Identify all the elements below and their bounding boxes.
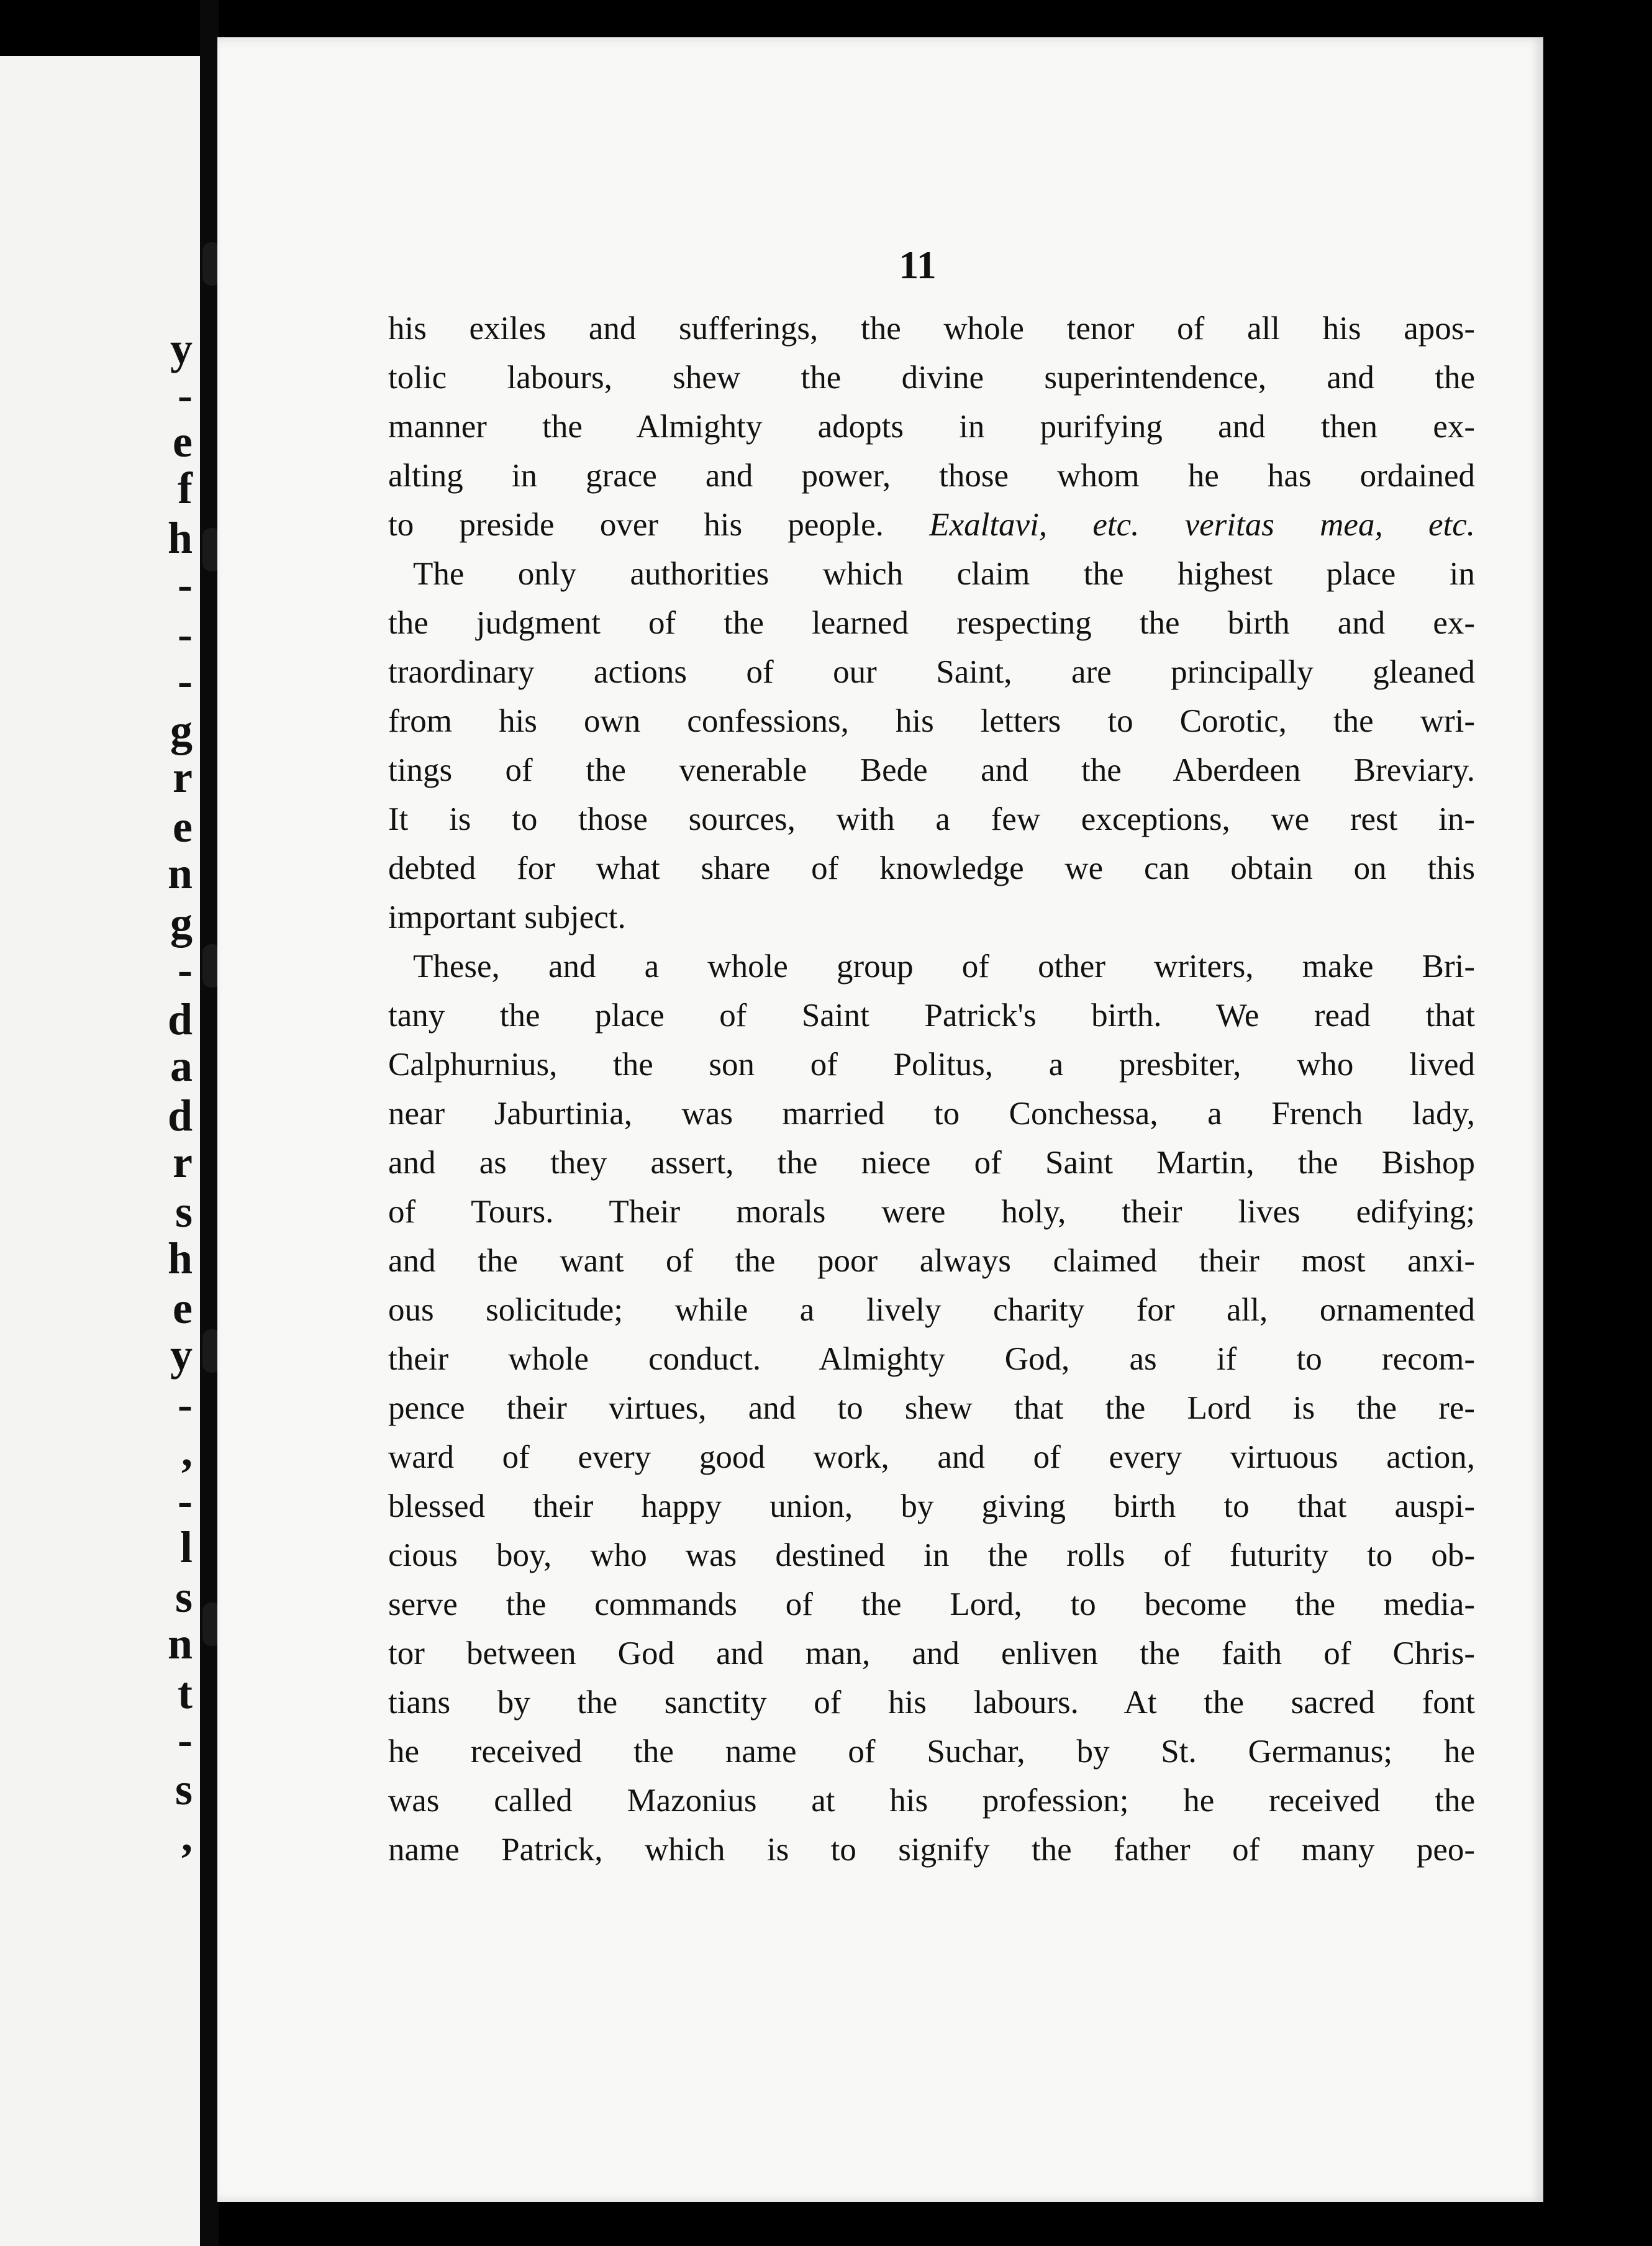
text-line: These, and a whole group of other writers, make Bri-: [413, 948, 1475, 984]
text-line: of Tours. Their morals were holy, their lives edifying;: [388, 1194, 1475, 1230]
margin-letter: s: [175, 1765, 193, 1814]
text-line: tany the place of Saint Patrick's birth. We read that: [388, 998, 1475, 1034]
margin-letter: r: [173, 752, 193, 802]
book-page: [217, 37, 1543, 2202]
page-body: [388, 304, 1475, 1875]
text-line: was called Mazonius at his profession; he received the: [388, 1783, 1475, 1819]
paragraph: [388, 304, 1475, 550]
text-line: alting in grace and power, those whom he has ordained: [388, 458, 1475, 494]
margin-letter: d: [167, 994, 193, 1044]
margin-letter: ,: [181, 1811, 193, 1861]
margin-letter: -: [178, 1476, 193, 1525]
facing-page: [0, 56, 200, 2246]
text-line: pence their virtues, and to shew that the Lord is the re-: [388, 1390, 1475, 1426]
margin-letter: h: [167, 513, 193, 563]
margin-letter: y: [170, 324, 193, 373]
text-line: name Patrick, which is to signify the father of many peo-: [388, 1832, 1475, 1868]
margin-letter: n: [167, 848, 193, 898]
text-line: It is to those sources, with a few exceptions, we rest in-: [388, 801, 1475, 837]
margin-letter: -: [178, 609, 193, 659]
text-line: [388, 501, 1475, 550]
book-gutter: [200, 0, 219, 2246]
text-line: serve the commands of the Lord, to become the media-: [388, 1586, 1475, 1622]
margin-letter: l: [179, 1522, 193, 1572]
text-line: ous solicitude; while a lively charity for all, ornamented: [388, 1292, 1475, 1328]
text-line: their whole conduct. Almighty God, as if to recom-: [388, 1341, 1475, 1377]
margin-letter: h: [167, 1234, 193, 1283]
text-line: tians by the sanctity of his labours. At the sacred font: [388, 1684, 1475, 1721]
margin-letter: ,: [181, 1426, 193, 1476]
margin-letter: y: [170, 1330, 193, 1380]
text-line: important subject.: [388, 899, 626, 935]
text-line: ward of every good work, and of every virtuous action,: [388, 1439, 1475, 1475]
text-line: tor between God and man, and enliven the faith of Chris-: [388, 1635, 1475, 1671]
margin-letter: d: [167, 1091, 193, 1140]
margin-letter: e: [173, 1283, 193, 1333]
text-run: to preside over his people.: [388, 507, 884, 543]
margin-letter: r: [173, 1137, 193, 1187]
text-line: tolic labours, shew the divine superintendence, and the: [388, 360, 1475, 396]
margin-letter: n: [167, 1619, 193, 1668]
margin-letter: t: [178, 1668, 193, 1718]
text-line: cious boy, who was destined in the rolls of futurity to ob-: [388, 1537, 1475, 1573]
paragraph: [388, 550, 1475, 942]
text-line: the judgment of the learned respecting the birth and ex-: [388, 605, 1475, 641]
text-line: manner the Almighty adopts in purifying and then ex-: [388, 409, 1475, 445]
text-line: The only authorities which claim the highest place in: [413, 556, 1475, 592]
text-line: tings of the venerable Bede and the Aberdeen Breviary.: [388, 752, 1475, 788]
margin-letter: g: [170, 898, 193, 948]
text-line: and the want of the poor always claimed their most anxi-: [388, 1243, 1475, 1279]
text-line: his exiles and sufferings, the whole tenor of all his apos-: [388, 311, 1475, 347]
margin-letter: -: [178, 656, 193, 706]
margin-letter: e: [173, 802, 193, 852]
text-line: blessed their happy union, by giving birth to that auspi-: [388, 1488, 1475, 1524]
text-line: traordinary actions of our Saint, are principally gleaned: [388, 654, 1475, 690]
text-line: from his own confessions, his letters to Corotic, the wri-: [388, 703, 1475, 739]
margin-letter: s: [175, 1572, 193, 1622]
margin-letter: s: [175, 1187, 193, 1237]
margin-letter: -: [178, 945, 193, 994]
margin-letter: -: [178, 1380, 193, 1429]
margin-letter: f: [178, 463, 193, 513]
margin-letter: -: [178, 1715, 193, 1765]
text-line: he received the name of Suchar, by St. Germanus; he: [388, 1734, 1475, 1770]
margin-letter: g: [170, 706, 193, 755]
paragraph: [388, 942, 1475, 1875]
text-line: Calphurnius, the son of Politus, a presbiter, who lived: [388, 1047, 1475, 1083]
facing-page-margin-letters: [0, 56, 200, 2246]
margin-letter: e: [173, 417, 193, 466]
margin-letter: -: [178, 560, 193, 609]
text-line: and as they assert, the niece of Saint Martin, the Bishop: [388, 1145, 1475, 1181]
page-number: 11: [899, 243, 937, 287]
margin-letter: -: [178, 370, 193, 420]
latin-quotation: Exaltavi, etc. veritas mea, etc.: [929, 507, 1475, 543]
margin-letter: a: [170, 1041, 193, 1091]
text-line: debted for what share of knowledge we can obtain on this: [388, 850, 1475, 886]
text-line: near Jaburtinia, was married to Conchessa, a French lady,: [388, 1096, 1475, 1132]
